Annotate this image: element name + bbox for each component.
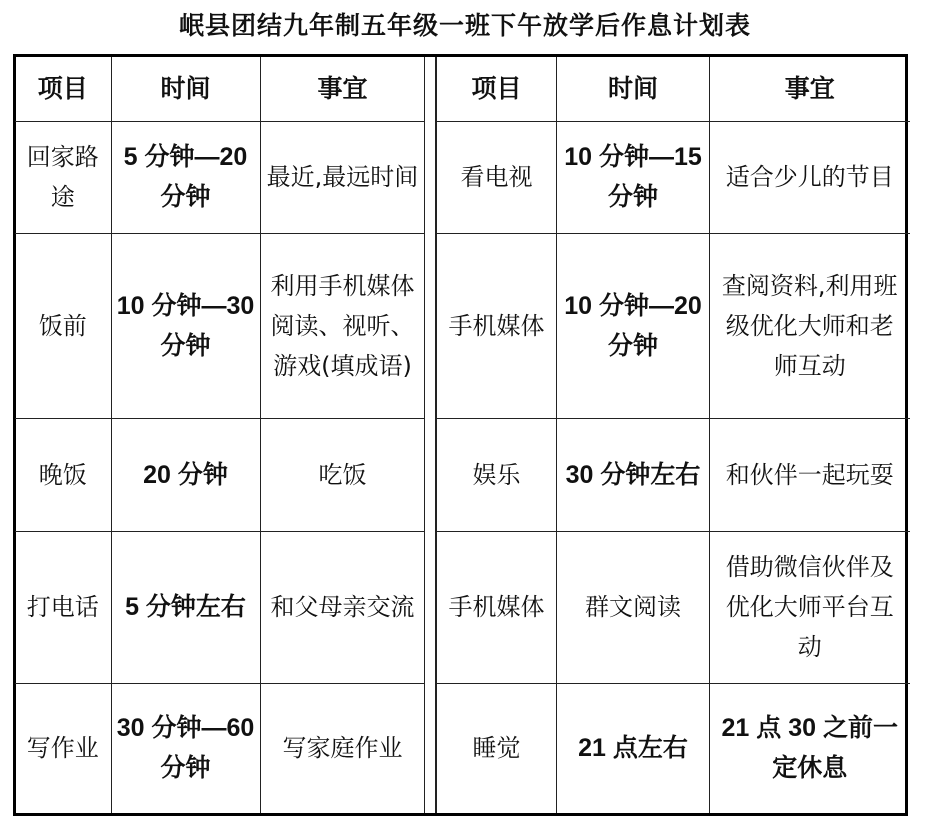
- item-cell: 写作业: [15, 683, 111, 813]
- matter-cell: 适合少儿的节目: [710, 121, 910, 233]
- matter-cell: 查阅资料,利用班级优化大师和老师互动: [710, 233, 910, 418]
- time-cell: 21 点左右: [557, 683, 710, 813]
- matter-cell: 和父母亲交流: [260, 531, 425, 683]
- header-item: 项目: [437, 57, 557, 121]
- time-cell: 5 分钟—20 分钟: [111, 121, 260, 233]
- time-cell: 30 分钟左右: [557, 418, 710, 531]
- table-row: [437, 418, 910, 531]
- table-row: [437, 121, 910, 233]
- table-row: [15, 121, 425, 233]
- table-row: [15, 233, 425, 418]
- table-row: [437, 233, 910, 418]
- time-cell: 10 分钟—30 分钟: [111, 233, 260, 418]
- header-matter: 事宜: [260, 57, 425, 121]
- schedule-table-right: [436, 57, 910, 813]
- item-cell: 看电视: [437, 121, 557, 233]
- schedule-table: [13, 54, 908, 816]
- item-cell: 睡觉: [437, 683, 557, 813]
- header-row: [15, 57, 425, 121]
- table-row: [437, 531, 910, 683]
- item-cell: 娱乐: [437, 418, 557, 531]
- matter-cell: 写家庭作业: [260, 683, 425, 813]
- time-cell: 群文阅读: [557, 531, 710, 683]
- header-time: 时间: [111, 57, 260, 121]
- table-row: [15, 683, 425, 813]
- time-cell: 5 分钟左右: [111, 531, 260, 683]
- header-matter: 事宜: [710, 57, 910, 121]
- time-cell: 10 分钟—20 分钟: [557, 233, 710, 418]
- page-title: 岷县团结九年制五年级一班下午放学后作息计划表: [178, 11, 751, 40]
- matter-cell: 吃饭: [260, 418, 425, 531]
- table-row: [15, 418, 425, 531]
- item-cell: 回家路途: [15, 121, 111, 233]
- matter-cell: 借助微信伙伴及优化大师平台互动: [710, 531, 910, 683]
- matter-cell: 和伙伴一起玩耍: [710, 418, 910, 531]
- time-cell: 10 分钟—15 分钟: [557, 121, 710, 233]
- schedule-table-left: [15, 57, 426, 813]
- column-divider: [424, 57, 436, 813]
- time-cell: 30 分钟—60 分钟: [111, 683, 260, 813]
- matter-cell: 最近,最远时间: [260, 121, 425, 233]
- header-item: 项目: [15, 57, 111, 121]
- matter-cell: 21 点 30 之前一定休息: [710, 683, 910, 813]
- item-cell: 晚饭: [15, 418, 111, 531]
- item-cell: 手机媒体: [437, 233, 557, 418]
- header-row: [437, 57, 910, 121]
- item-cell: 打电话: [15, 531, 111, 683]
- item-cell: 饭前: [15, 233, 111, 418]
- time-cell: 20 分钟: [111, 418, 260, 531]
- item-cell: 手机媒体: [437, 531, 557, 683]
- header-time: 时间: [557, 57, 710, 121]
- table-row: [437, 683, 910, 813]
- matter-cell: 利用手机媒体阅读、视听、游戏(填成语): [260, 233, 425, 418]
- table-row: [15, 531, 425, 683]
